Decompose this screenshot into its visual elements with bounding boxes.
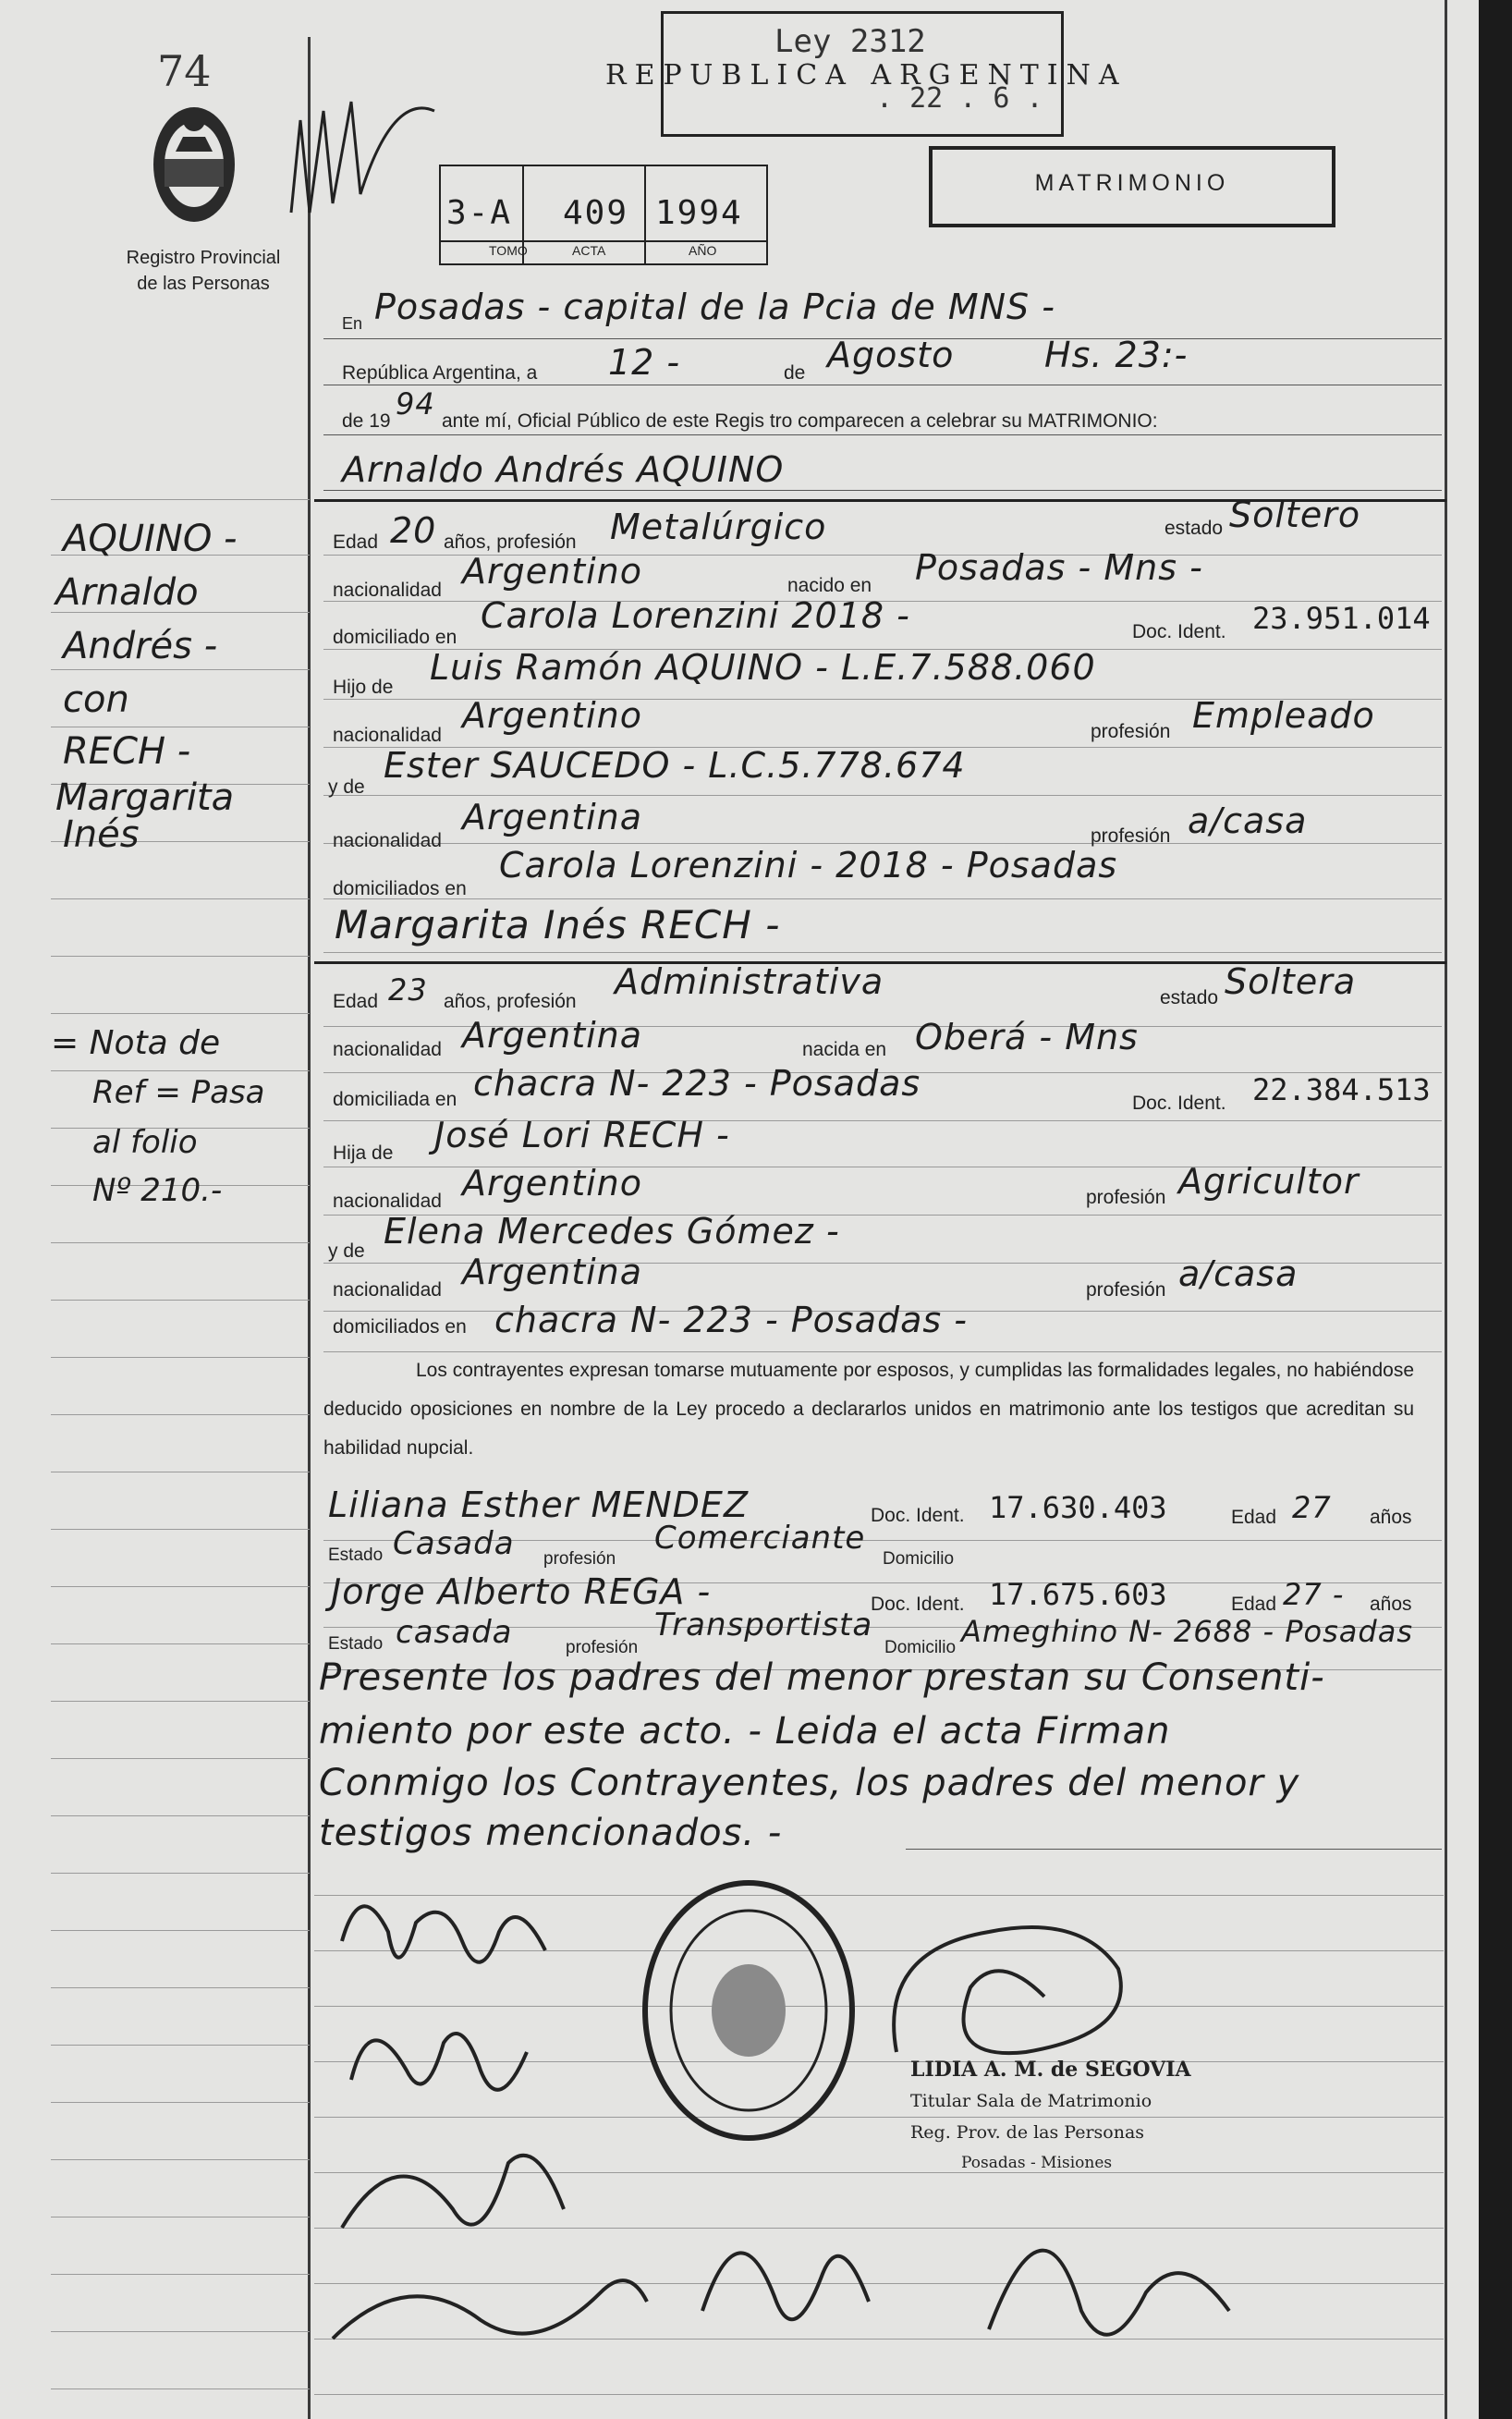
registry-label bbox=[106, 245, 300, 297]
de-label: de bbox=[784, 362, 806, 384]
groom-hijo-label: Hijo de bbox=[333, 677, 394, 698]
witness1-edad-label: Edad bbox=[1231, 1507, 1277, 1528]
groom-edad-label: Edad bbox=[333, 531, 379, 553]
groom-mother: Ester SAUCEDO - L.C.5.778.674 bbox=[384, 745, 966, 786]
groom-estado-label: estado bbox=[1164, 518, 1224, 539]
groom-estado: Soltero bbox=[1229, 495, 1361, 535]
margin-line-3: Andrés - bbox=[63, 625, 218, 667]
margin-line-5: RECH - bbox=[63, 730, 191, 773]
page-number: 74 bbox=[157, 46, 212, 96]
bride-estado: Soltera bbox=[1225, 961, 1357, 1002]
witness2-anos-label: años bbox=[1370, 1594, 1412, 1615]
republic-title: REPUBLICA ARGENTINA bbox=[605, 59, 1128, 92]
witness2-estado-label: Estado bbox=[328, 1634, 384, 1654]
margin-note-4: Nº 210.- bbox=[92, 1172, 223, 1209]
acta-label: ACTA bbox=[572, 243, 606, 258]
groom-anos-profesion-label: años, profesión bbox=[444, 531, 577, 553]
witness1-doc: 17.630.403 bbox=[989, 1490, 1167, 1525]
witness2-estado: casada bbox=[396, 1614, 513, 1651]
bride-father-nac-label: nacionalidad bbox=[333, 1191, 442, 1212]
margin-line-6: Margarita bbox=[55, 776, 235, 819]
margin-note-1: = Nota de bbox=[51, 1024, 221, 1062]
tomo-acta-box bbox=[439, 165, 768, 265]
witness2-edad-label: Edad bbox=[1231, 1594, 1277, 1615]
bride-yde-label: y de bbox=[328, 1240, 365, 1262]
groom-father-nacionalidad: Argentino bbox=[462, 695, 642, 736]
groom-nacido-en: Posadas - Mns - bbox=[915, 547, 1203, 588]
coat-of-arms-icon bbox=[148, 100, 240, 229]
right-border bbox=[1445, 0, 1447, 2419]
groom-nacido-label: nacido en bbox=[787, 575, 872, 596]
witness2-doc: 17.675.603 bbox=[989, 1577, 1167, 1612]
official-seal-icon bbox=[638, 1876, 860, 2144]
en-label: En bbox=[342, 314, 363, 333]
intro-rest: ante mí, Oficial Público de este Regis tro comparecen a celebrar su MATRIMONIO: bbox=[442, 410, 1158, 432]
notes-line-3: Conmigo los Contrayentes, los padres del menor y bbox=[319, 1762, 1300, 1804]
registry-line-1: Registro Provincial bbox=[126, 248, 281, 268]
groom-parents-dom-label: domiciliados en bbox=[333, 878, 467, 899]
intro-hour: Hs. 23:- bbox=[1044, 335, 1189, 375]
official-place: Posadas - Misiones bbox=[961, 2154, 1113, 2172]
groom-mother-nac-label: nacionalidad bbox=[333, 830, 442, 851]
bride-edad: 23 bbox=[388, 972, 428, 1008]
bride-parents-domicilio: chacra N- 223 - Posadas - bbox=[494, 1300, 969, 1340]
witness1-edad: 27 bbox=[1292, 1490, 1332, 1525]
notes-line-4: testigos mencionados. - bbox=[319, 1812, 783, 1854]
groom-edad: 20 bbox=[390, 510, 437, 551]
scan-edge bbox=[1479, 0, 1512, 2419]
groom-profesion: Metalúrgico bbox=[610, 507, 827, 547]
bride-anos-profesion-label: años, profesión bbox=[444, 991, 577, 1012]
witness2-name: Jorge Alberto REGA - bbox=[331, 1571, 712, 1612]
witness2-domicilio-label: Domicilio bbox=[884, 1638, 957, 1657]
official-name: LIDIA A. M. de SEGOVIA bbox=[910, 2058, 1191, 2082]
doc-type: MATRIMONIO bbox=[1034, 170, 1230, 196]
witness1-estado-label: Estado bbox=[328, 1545, 384, 1565]
margin-line-4: con bbox=[63, 678, 129, 721]
ano-label: AÑO bbox=[689, 243, 717, 258]
official-org: Reg. Prov. de las Personas bbox=[910, 2122, 1145, 2143]
bride-estado-label: estado bbox=[1160, 987, 1219, 1008]
groom-mother-prof-label: profesión bbox=[1091, 825, 1171, 847]
bride-father: José Lori RECH - bbox=[434, 1115, 730, 1155]
acta-value: 409 bbox=[563, 194, 629, 232]
witness1-domicilio-label: Domicilio bbox=[883, 1549, 955, 1569]
bride-edad-label: Edad bbox=[333, 991, 379, 1012]
groom-father-prof-label: profesión bbox=[1091, 721, 1171, 742]
bride-doc: 22.384.513 bbox=[1252, 1072, 1431, 1107]
tomo-label: TOMO bbox=[489, 243, 528, 258]
groom-nacionalidad: Argentino bbox=[462, 551, 642, 592]
intro-day: 12 - bbox=[608, 342, 681, 383]
groom-parents-domicilio: Carola Lorenzini - 2018 - Posadas bbox=[499, 845, 1118, 886]
bride-mother-nacionalidad: Argentina bbox=[462, 1252, 643, 1292]
margin-note-2: Ref = Pasa bbox=[92, 1074, 265, 1111]
bride-nacionalidad-label: nacionalidad bbox=[333, 1039, 442, 1060]
groom-father-profesion: Empleado bbox=[1192, 695, 1375, 736]
ley-stamp-sub: . 22 . 6 . bbox=[876, 82, 1043, 115]
matrimonio-box bbox=[929, 146, 1335, 227]
intro-place: Posadas - capital de la Pcia de MNS - bbox=[374, 287, 1055, 327]
bride-father-profesion: Agricultor bbox=[1178, 1161, 1360, 1202]
bride-doc-label: Doc. Ident. bbox=[1132, 1093, 1226, 1114]
witness1-doc-label: Doc. Ident. bbox=[871, 1505, 965, 1526]
witness2-domicilio: Ameghino N- 2688 - Posadas bbox=[961, 1614, 1413, 1649]
official-title: Titular Sala de Matrimonio bbox=[910, 2091, 1152, 2111]
groom-name: Arnaldo Andrés AQUINO bbox=[342, 449, 785, 490]
groom-doc: 23.951.014 bbox=[1252, 601, 1431, 636]
republica-label: República Argentina, a bbox=[342, 362, 538, 384]
witness2-profesion-label: profesión bbox=[566, 1638, 639, 1657]
groom-mother-nacionalidad: Argentina bbox=[462, 797, 643, 837]
tomo-value: 3-A bbox=[446, 194, 513, 232]
notes-line-2: miento por este acto. - Leida el acta Firman bbox=[319, 1710, 1171, 1753]
witness2-doc-label: Doc. Ident. bbox=[871, 1594, 965, 1615]
witness1-profesion: Comerciante bbox=[654, 1520, 866, 1557]
registry-line-2: de las Personas bbox=[137, 274, 270, 294]
groom-doc-label: Doc. Ident. bbox=[1132, 621, 1226, 642]
witness-signatures-icon bbox=[684, 2144, 1238, 2385]
bride-domicilio-label: domiciliada en bbox=[333, 1089, 457, 1110]
ley-stamp-text: Ley 2312 bbox=[774, 23, 926, 60]
margin-note-3: al folio bbox=[92, 1124, 198, 1161]
declaration-paragraph: Los contrayentes expresan tomarse mutuamente por esposos, y cumplidas las formalidades legales, no habiéndose deducido oposiciones en nombre de la Ley procedo a declararlos unidos en matrimonio ante los testigos que acreditan su habilidad nupcial. bbox=[323, 1360, 1414, 1459]
groom-domicilio: Carola Lorenzini 2018 - bbox=[481, 595, 910, 636]
bride-hija-label: Hija de bbox=[333, 1142, 394, 1164]
groom-domicilio-label: domiciliado en bbox=[333, 627, 457, 648]
notes-line-1: Presente los padres del menor prestan su Consenti- bbox=[319, 1656, 1325, 1699]
bride-father-prof-label: profesión bbox=[1086, 1187, 1166, 1208]
bride-profesion: Administrativa bbox=[615, 961, 884, 1002]
witness2-profesion: Transportista bbox=[654, 1607, 873, 1643]
ano-value: 1994 bbox=[655, 194, 743, 232]
groom-yde-label: y de bbox=[328, 776, 365, 798]
witness2-edad: 27 - bbox=[1283, 1577, 1345, 1612]
groom-nacionalidad-label: nacionalidad bbox=[333, 580, 442, 601]
official-signature-icon bbox=[860, 1895, 1155, 2080]
witness1-estado: Casada bbox=[393, 1525, 515, 1562]
groom-father-nac-label: nacionalidad bbox=[333, 725, 442, 746]
year-prefix: de 19 bbox=[342, 410, 391, 432]
bride-mother: Elena Mercedes Gómez - bbox=[384, 1211, 840, 1252]
margin-line-7: Inés bbox=[63, 813, 140, 856]
margin-divider bbox=[308, 37, 311, 2419]
bride-nacionalidad: Argentina bbox=[462, 1015, 643, 1056]
groom-father: Luis Ramón AQUINO - L.E.7.588.060 bbox=[430, 647, 1096, 688]
margin-line-1: AQUINO - bbox=[63, 518, 238, 560]
bride-domicilio: chacra N- 223 - Posadas bbox=[473, 1063, 921, 1104]
witness1-profesion-label: profesión bbox=[543, 1549, 616, 1569]
witness1-name: Liliana Esther MENDEZ bbox=[328, 1484, 749, 1525]
intro-month: Agosto bbox=[827, 335, 955, 375]
witness1-anos-label: años bbox=[1370, 1507, 1412, 1528]
bride-nacida-en: Oberá - Mns bbox=[915, 1017, 1139, 1057]
groom-mother-profesion: a/casa bbox=[1188, 800, 1308, 841]
bride-nacida-label: nacida en bbox=[802, 1039, 887, 1060]
signatures-groom-bride-icon bbox=[323, 1858, 656, 2376]
intro-year: 94 bbox=[396, 386, 435, 421]
bride-father-nacionalidad: Argentino bbox=[462, 1163, 642, 1203]
bride-name: Margarita Inés RECH - bbox=[335, 902, 781, 947]
initials-scribble-icon bbox=[282, 83, 444, 222]
bride-mother-prof-label: profesión bbox=[1086, 1279, 1166, 1301]
margin-line-2: Arnaldo bbox=[55, 571, 199, 614]
bride-mother-profesion: a/casa bbox=[1178, 1253, 1299, 1294]
bride-mother-nac-label: nacionalidad bbox=[333, 1279, 442, 1301]
bride-parents-dom-label: domiciliados en bbox=[333, 1316, 467, 1338]
